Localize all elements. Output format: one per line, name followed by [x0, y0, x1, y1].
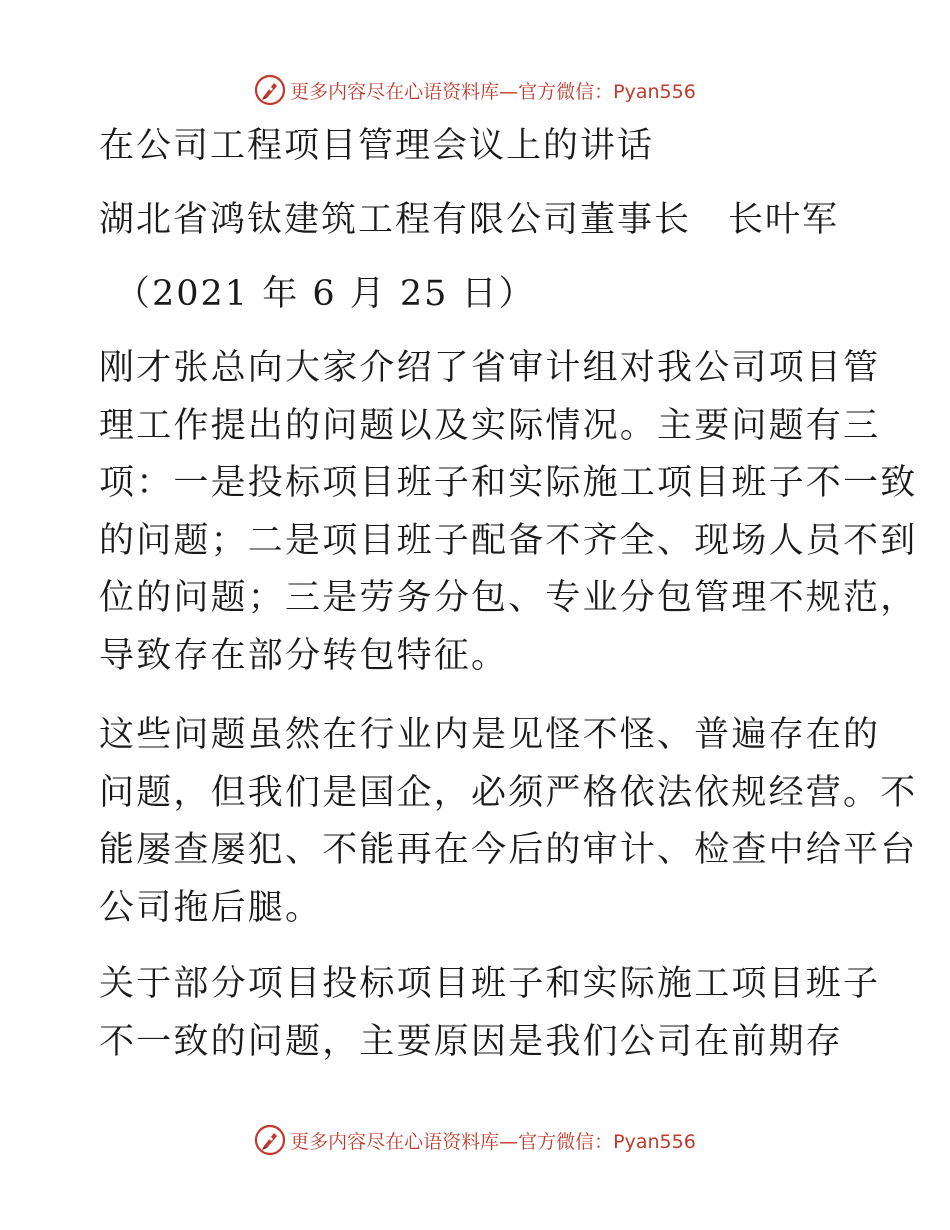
- pen-nib-icon: [254, 74, 286, 106]
- paragraph-1: [99, 340, 918, 685]
- document-title: 在公司工程项目管理会议上的讲话: [99, 126, 655, 166]
- paragraph-line: 刚才张总向大家介绍了省审计组对我公司项目管: [99, 348, 881, 388]
- header-banner-text: 更多内容尽在心语资料库—官方微信：Pyan556: [290, 80, 696, 103]
- paragraph-2: [99, 707, 918, 937]
- paragraph-line: 的问题；二是项目班子配备不齐全、现场人员不到: [99, 520, 918, 561]
- footer-banner: [0, 1120, 950, 1160]
- paragraph-line: 项：一是投标项目班子和实际施工项目班子不一致: [99, 463, 918, 503]
- header-banner-content: [254, 74, 696, 106]
- paragraph-3: [99, 956, 881, 1071]
- paragraph-line: 这些问题虽然在行业内是见怪不怪、普遍存在的: [99, 715, 881, 755]
- document-date: （2021 年 6 月 25 日）: [115, 274, 536, 314]
- footer-banner-text: 更多内容尽在心语资料库—官方微信：Pyan556: [290, 1130, 696, 1153]
- header-banner: [0, 70, 950, 110]
- paragraph-line: 问题，但我们是国企，必须严格依法依规经营。不: [99, 772, 918, 813]
- paragraph-line: 位的问题；三是劳务分包、专业分包管理不规范，: [99, 578, 918, 618]
- paragraph-line: 关于部分项目投标项目班子和实际施工项目班子: [99, 964, 881, 1004]
- paragraph-line: 公司拖后腿。: [99, 887, 323, 928]
- paragraph-line: 能屡查屡犯、不能再在今后的审计、检查中给平台: [99, 830, 918, 870]
- document-speaker: 湖北省鸿钛建筑工程有限公司董事长 长叶军: [99, 200, 840, 240]
- paragraph-line: 导致存在部分转包特征。: [99, 635, 509, 676]
- pen-nib-icon: [254, 1124, 286, 1156]
- paragraph-line: 不一致的问题，主要原因是我们公司在前期存: [99, 1021, 844, 1062]
- footer-banner-content: [254, 1124, 696, 1156]
- paragraph-line: 理工作提出的问题以及实际情况。主要问题有三: [99, 405, 881, 446]
